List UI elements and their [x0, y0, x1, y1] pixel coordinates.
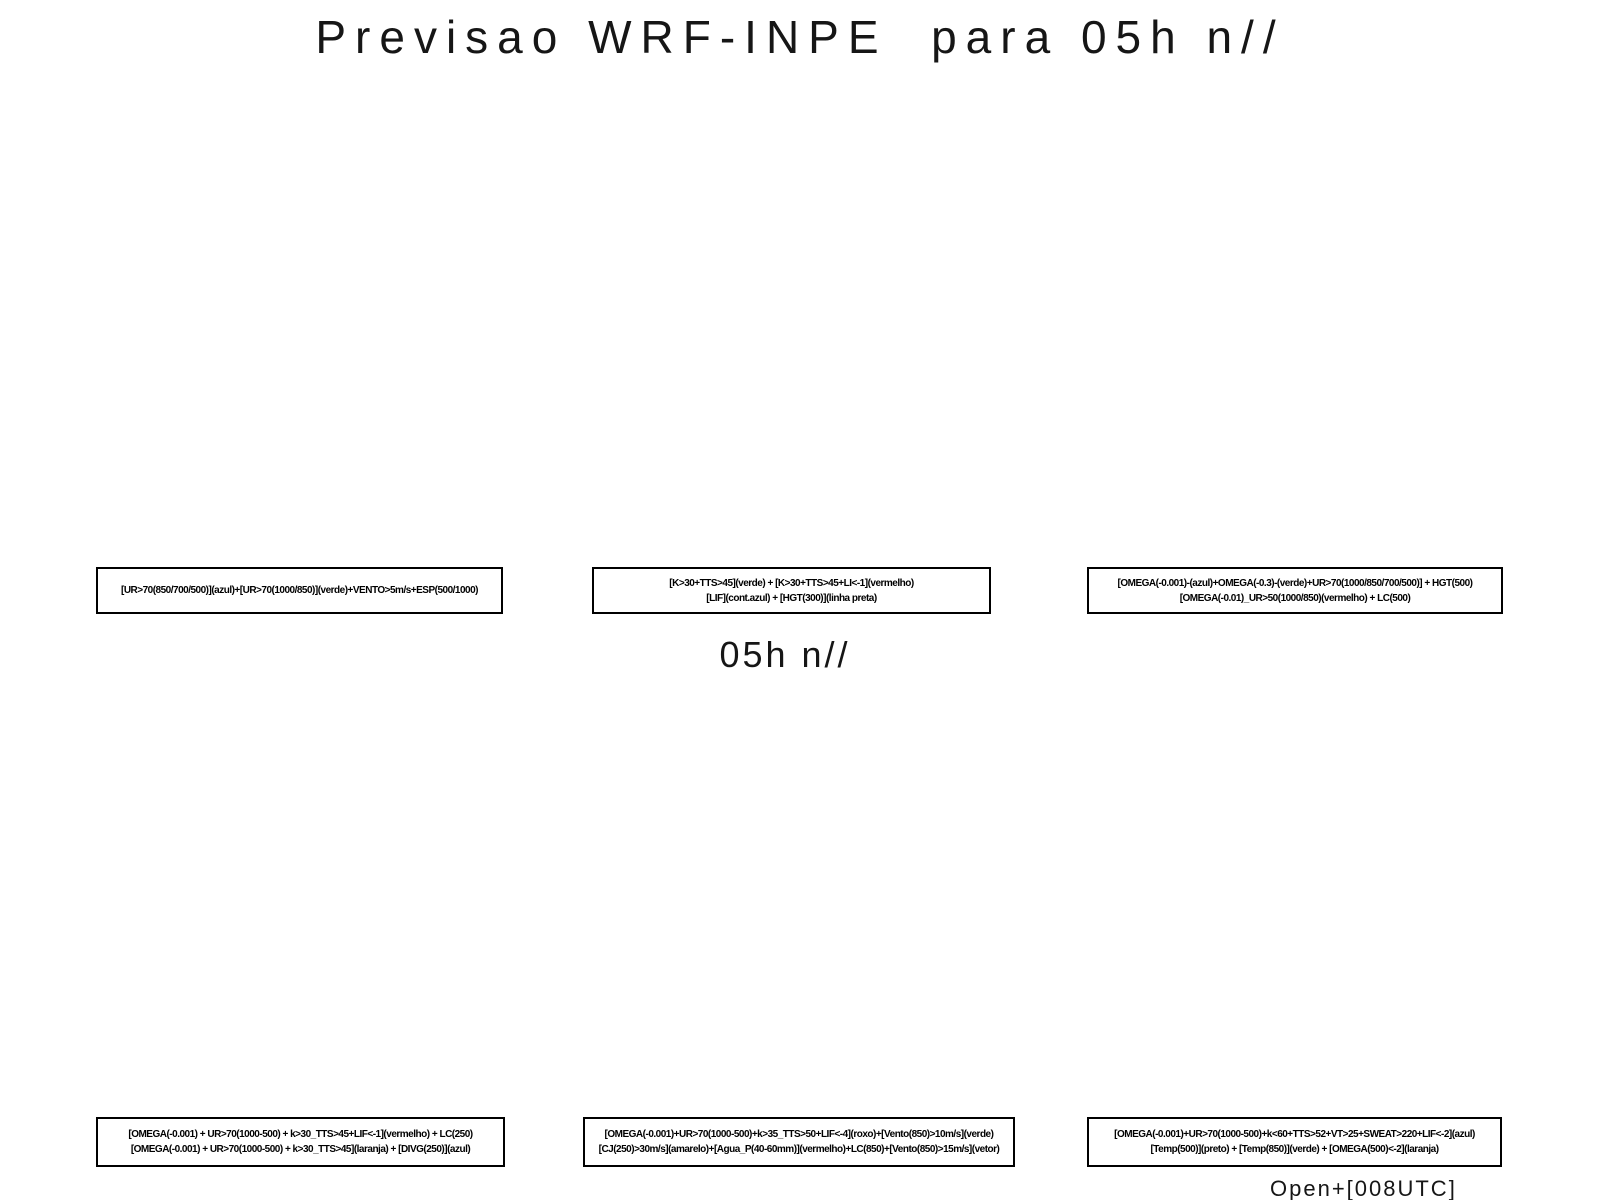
caption-line: [Temp(500)](preto) + [Temp(850)](verde) + [OMEGA(500)<-2](laranja)	[1150, 1144, 1439, 1155]
caption-line: [OMEGA(-0.001)+UR>70(1000-500)+k<60+TTS>52+VT>25+SWEAT>220+LIF<-2](azul)	[1114, 1129, 1475, 1140]
caption-line: [LIF](cont.azul) + [HGT(300)](linha preta)	[706, 592, 877, 604]
caption-line: [CJ(250)>30m/s](amarelo)+[Agua_P(40-60mm)](vermelho)+LC(850)+[Vento(850)>15m/s](vetor)	[598, 1144, 1000, 1155]
caption-line: [UR>70(850/700/500)](azul)+[UR>70(1000/850)](verde)+VENTO>5m/s+ESP(500/1000)	[120, 585, 479, 596]
caption-box-top-center	[592, 567, 991, 614]
caption-box-bottom-right	[1087, 1117, 1502, 1167]
center-time-label: 05h n//	[719, 634, 851, 675]
caption-line: [OMEGA(-0.001) + UR>70(1000-500) + k>30_TTS>45](laranja) + [DIVG(250)](azul)	[130, 1144, 471, 1155]
caption-line: [OMEGA(-0.001)+UR>70(1000-500)+k>35_TTS>50+LIF<-4](roxo)+[Vento(850)>10m/s](verde)	[604, 1129, 994, 1140]
caption-box-top-left	[96, 567, 503, 614]
caption-box-bottom-center	[583, 1117, 1015, 1167]
caption-line: [OMEGA(-0.01)_UR>50(1000/850)(vermelho) + LC(500)	[1179, 592, 1411, 604]
caption-line: [K>30+TTS>45](verde) + [K>30+TTS>45+LI<-1](vermelho)	[669, 577, 914, 589]
caption-box-bottom-left	[96, 1117, 505, 1167]
caption-line: [OMEGA(-0.001)-(azul)+OMEGA(-0.3)-(verde)+UR>70(1000/850/700/500)] + HGT(500)	[1117, 577, 1473, 589]
page-title: Previsao WRF-INPE para 05h n//	[315, 11, 1285, 63]
caption-line: [OMEGA(-0.001) + UR>70(1000-500) + k>30_TTS>45+LIF<-1](vermelho) + LC(250)	[128, 1129, 473, 1140]
caption-box-top-right	[1087, 567, 1503, 614]
footer-run-label: Open+[008UTC]	[1270, 1176, 1457, 1200]
